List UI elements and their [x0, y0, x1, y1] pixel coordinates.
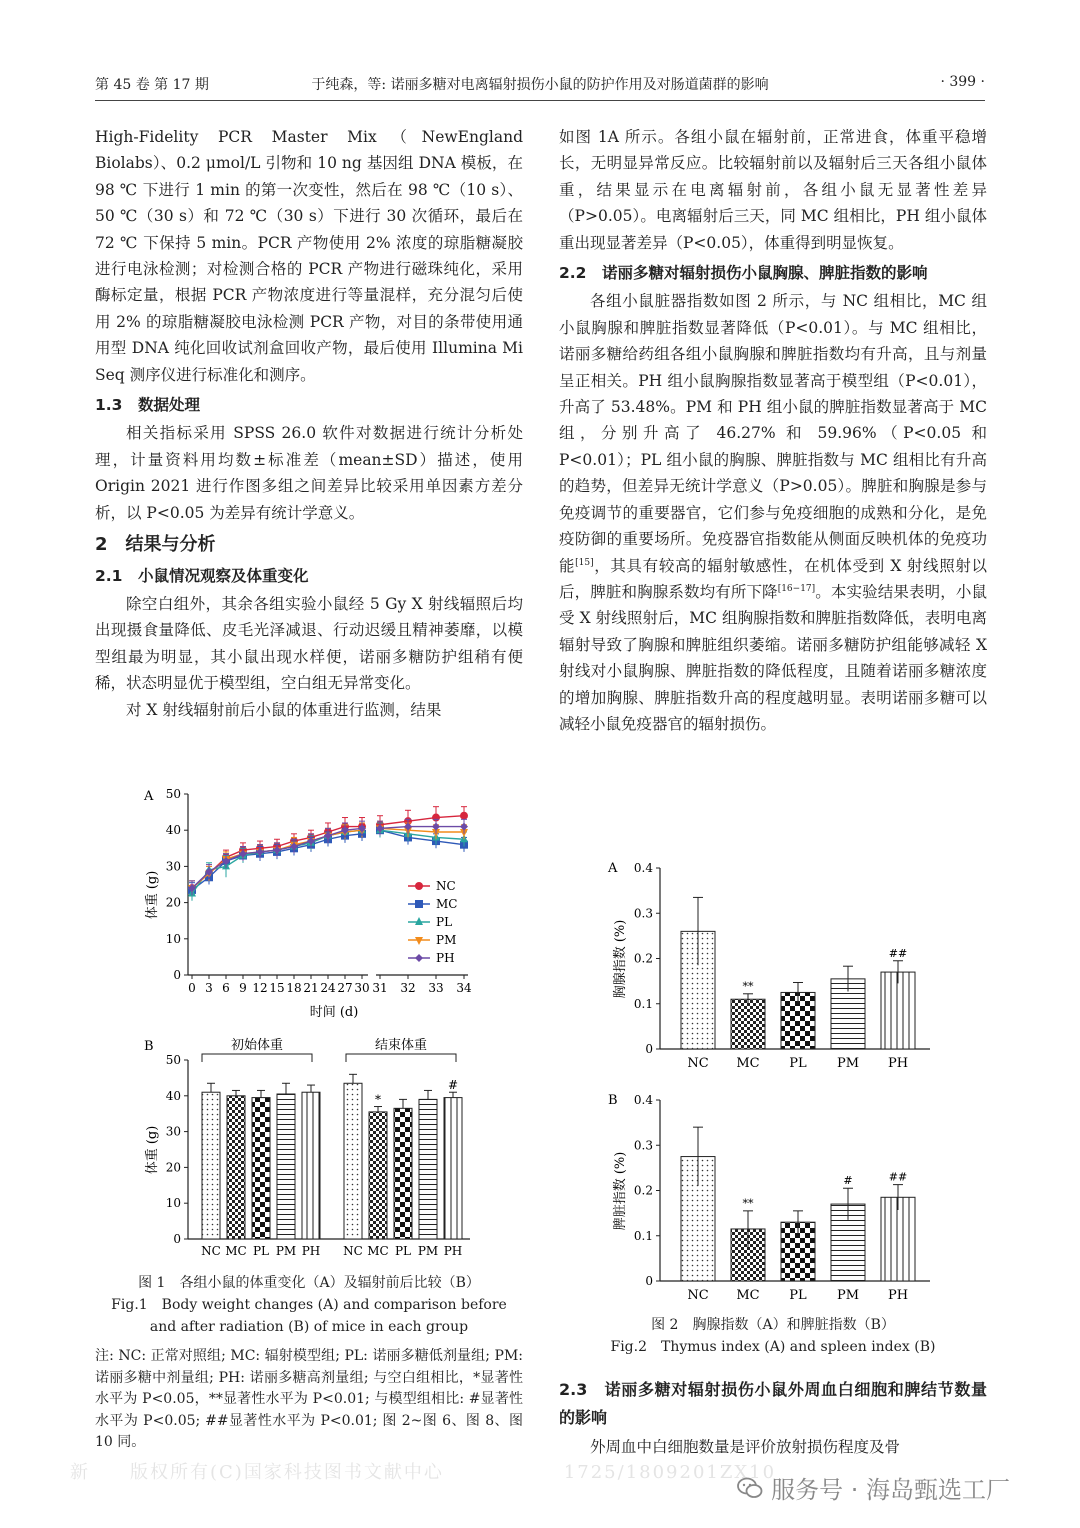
- fig2a-y-tick-label: 0.3: [633, 906, 653, 921]
- fig2a-chart: [600, 856, 940, 1081]
- fig1a-legend-marker: [415, 937, 423, 945]
- fig2a-x-tick-label: PM: [836, 1056, 860, 1071]
- fig1a-series-line-nc: [380, 816, 464, 825]
- paragraph-organ-index-part3: 。本实验结果表明，小鼠受 X 射线照射后，MC 组胸腺指数和脾脏指数降低，表明电离辐射导致了胸腺和脾脏组织萎缩。诺丽多糖防护组能够减轻 X 射线对小鼠胸腺、脾脏指数的降低程度，且随着诺丽多糖浓度的增加胸腺、脾脏指数升高的程度越明显。表明诺丽多糖可以减轻小鼠免疫器官的辐射损伤。: [559, 582, 987, 733]
- section-2-2-heading: 2.2 诺丽多糖对辐射损伤小鼠胸腺、脾脏指数的影响: [559, 264, 928, 283]
- fig1b-chart: [130, 1032, 510, 1270]
- fig2a-x-tick-label: PH: [887, 1056, 909, 1071]
- fig1a-panel-label: A: [144, 789, 154, 804]
- fig1b-bar-pl: [252, 1098, 270, 1239]
- fig2a-y-tick-label: 0.4: [633, 861, 653, 875]
- fig2-caption: [559, 1314, 987, 1358]
- fig2a-y-tick-label: 0.1: [633, 996, 653, 1011]
- fig1a-legend-label: PH: [436, 951, 455, 965]
- fig1a-x-tick-label: 18: [286, 981, 302, 995]
- fig1a-legend-label: MC: [436, 897, 458, 911]
- fig1a-x-tick-label: 0: [188, 981, 196, 995]
- fig1b-x-tick-label: PM: [275, 1244, 297, 1258]
- fig1b-x-tick-label: PL: [252, 1244, 270, 1258]
- fig1a-xlabel: 时间 (d): [309, 1005, 359, 1020]
- left-column: [95, 124, 523, 723]
- fig1a-x-tick-label: 24: [320, 981, 336, 995]
- fig1b-y-tick-label: 50: [165, 1053, 181, 1067]
- running-title: 于纯森，等: 诺丽多糖对电离辐射损伤小鼠的防护作用及对肠道菌群的影响: [311, 77, 769, 93]
- fig1b-bar-pl: [394, 1108, 412, 1239]
- fig1b-x-tick-label: PH: [301, 1244, 321, 1258]
- fig1a-y-tick-label: 10: [165, 931, 181, 946]
- fig2b-x-tick-label: PM: [836, 1288, 860, 1303]
- fig1a-x-tick-label: 32: [400, 981, 416, 995]
- footer-faded-text: 新 版权所有(C)国家科技图书文献中心 1725/1809201ZX10: [70, 1462, 777, 1483]
- fig1b-bar-ph: [302, 1092, 320, 1239]
- fig1b-bar-mc: [227, 1096, 245, 1239]
- fig1b-y-tick-label: 40: [165, 1088, 181, 1103]
- fig1b-group-initial: 初始体重: [230, 1038, 284, 1053]
- fig1b-x-tick-label: MC: [225, 1244, 247, 1258]
- fig2b-y-tick-label: 0.1: [633, 1228, 653, 1243]
- fig1b-x-tick-label: NC: [201, 1244, 221, 1258]
- paragraph-wbc: 外周血中白细胞数量是评价放射损伤程度及骨: [590, 1438, 901, 1456]
- fig1b-group-bracket: [346, 1054, 456, 1062]
- paragraph-data-processing: 相关指标采用 SPSS 26.0 软件对数据进行统计分析处理，计量资料用均数±标准差（mean±SD）描述，使用 Origin 2021 进行作图多组之间差异比较采用单因素方差分析，以 P<0.05 为差异有统计学意义。: [95, 424, 523, 522]
- citation-15: [15]: [575, 557, 594, 568]
- fig1b-y-tick-label: 10: [165, 1196, 181, 1211]
- fig1b-y-tick-label: 30: [165, 1124, 181, 1139]
- page-header: [95, 74, 985, 102]
- fig2b-ylabel: 脾脏指数 (%): [613, 1151, 628, 1231]
- fig2b-chart: [600, 1088, 940, 1313]
- fig1b-bar-ph: [444, 1098, 462, 1239]
- fig1b-bar-nc: [202, 1092, 220, 1239]
- fig1-panel-a: [130, 780, 510, 1030]
- fig2-caption-en: Fig.2 Thymus index (A) and spleen index (B): [610, 1339, 936, 1355]
- fig1a-point-nc: [460, 812, 468, 820]
- fig1b-y-tick-label: 0: [173, 1232, 181, 1246]
- fig2a-x-tick-label: PL: [789, 1056, 807, 1071]
- section-2-1-heading: 2.1 小鼠情况观察及体重变化: [95, 566, 309, 585]
- fig1a-legend-label: NC: [436, 879, 456, 893]
- citation-16-17: [16−17]: [777, 583, 816, 594]
- journal-volume: 第 45 卷 第 17 期: [95, 77, 209, 93]
- fig2a-y-tick-label: 0.2: [633, 951, 653, 966]
- fig1a-x-tick-label: 34: [456, 981, 472, 995]
- fig1b-ylabel: 体重 (g): [145, 1125, 160, 1175]
- fig2b-y-tick-label: 0.2: [633, 1183, 653, 1198]
- fig2a-sig-label: **: [742, 979, 754, 993]
- fig1a-x-tick-label: 31: [372, 981, 388, 995]
- fig2a-y-tick-label: 0: [645, 1042, 653, 1056]
- fig1b-group-final: 结束体重: [374, 1038, 428, 1053]
- fig2-caption-cn: 图 2 胸腺指数（A）和脾脏指数（B）: [651, 1317, 895, 1333]
- fig1a-x-tick-label: 12: [252, 981, 268, 995]
- fig1b-sig-label: #: [447, 1078, 459, 1093]
- fig2b-x-tick-label: PL: [789, 1288, 807, 1303]
- fig2b-sig-label: #: [843, 1174, 853, 1188]
- section-1-3-heading: 1.3 数据处理: [95, 396, 200, 415]
- fig1a-x-tick-label: 30: [354, 981, 370, 995]
- fig1-caption-cn: 图 1 各组小鼠的体重变化（A）及辐射前后比较（B）: [138, 1275, 480, 1291]
- fig1a-chart: [130, 780, 510, 1030]
- paragraph-pcr: High-Fidelity PCR Master Mix（NewEngland Biolabs）、0.2 μmol/L 引物和 10 ng 基因组 DNA 模板，在 98 ℃ 下进行 1 min 的第一次变性，然后在 98 ℃（10 s）、50 ℃（30 s）和 72 ℃（30 s）下进行 30 次循环，最后在 72 ℃ 下保持 5 min。PCR 产物使用 2% 浓度的琼脂糖凝胶进行电泳检测；对检测合格的 PCR 产物进行磁珠纯化，采用酶标定量，根据 PCR 产物浓度进行等量混样，充分混匀后使用 2% 的琼脂糖凝胶电泳检测 PCR 产物，对目的条带使用通用型 DNA 纯化回收试剂盒回收产物，最后使用 Illumina Mi Seq 测序仪进行标准化和测序。: [95, 128, 523, 384]
- fig2b-sig-label: **: [742, 1196, 754, 1210]
- fig1-caption: [95, 1272, 523, 1338]
- fig2b-x-tick-label: NC: [687, 1288, 709, 1303]
- fig1b-bar-pm: [419, 1099, 437, 1239]
- fig1b-x-tick-label: PM: [417, 1244, 439, 1258]
- fig1a-series-line-ph: [380, 827, 464, 829]
- fig2a-x-tick-label: MC: [736, 1056, 760, 1071]
- fig1b-bar-pm: [277, 1094, 295, 1239]
- paragraph-weight-intro: 对 X 射线辐射前后小鼠的体重进行监测，结果: [126, 700, 442, 719]
- fig2-panel-b: [600, 1088, 940, 1313]
- wechat-icon: [737, 1477, 763, 1499]
- fig2b-y-tick-label: 0.3: [633, 1138, 653, 1153]
- fig1a-x-tick-label: 9: [239, 981, 247, 995]
- fig2a-x-tick-label: NC: [687, 1056, 709, 1071]
- fig2a-panel-label: A: [608, 861, 618, 876]
- fig1-caption-en: Fig.1 Body weight changes (A) and comparison before and after radiation (B) of mice in each group: [111, 1297, 507, 1335]
- fig1a-x-tick-label: 33: [428, 981, 444, 995]
- fig2a-ylabel: 胸腺指数 (%): [613, 919, 628, 999]
- watermark: [737, 1470, 1010, 1505]
- fig1-panel-b: [130, 1032, 510, 1270]
- fig2b-y-tick-label: 0.4: [633, 1093, 653, 1107]
- paragraph-organ-index: [559, 288, 987, 737]
- section-2-heading: 2 结果与分析: [95, 534, 216, 556]
- fig2b-y-tick-label: 0: [645, 1274, 653, 1288]
- fig1a-y-tick-label: 30: [165, 859, 181, 874]
- fig1a-legend-label: PL: [436, 915, 453, 929]
- right-column-bottom: [559, 1372, 987, 1460]
- fig1a-y-tick-label: 50: [165, 787, 181, 801]
- fig1a-legend-marker: [415, 954, 423, 962]
- paragraph-organ-index-part1: 各组小鼠脏器指数如图 2 所示，与 NC 组相比，MC 组小鼠胸腺和脾脏指数显著降低（P<0.01）。与 MC 组相比，诺丽多糖给药组各组小鼠胸腺和脾脏指数均有升高，且与剂量呈正相关。PH 组小鼠胸腺指数显著高于模型组（P<0.01），升高了 53.48%。PM 和 PH 组小鼠的脾脏指数显著高于 MC 组，分别升高了 46.27% 和 59.96%（P<0.05 和 P<0.01）；PL 组小鼠的胸腺、脾脏指数与 MC 组相比有升高的趋势，但差异无统计学意义（P>0.05）。脾脏和胸腺是参与免疫调节的重要器官，它们参与免疫细胞的成熟和分化，是免疫防御的重要场所。免疫器官指数能从侧面反映机体的免疫功能: [559, 292, 987, 575]
- fig1a-legend-label: PM: [436, 933, 457, 947]
- fig1a-y-tick-label: 40: [165, 823, 181, 838]
- fig1b-x-tick-label: NC: [343, 1244, 363, 1258]
- page-number: · 399 ·: [940, 74, 985, 90]
- fig1b-panel-label: B: [144, 1039, 154, 1054]
- paragraph-weight-result: 如图 1A 所示。各组小鼠在辐射前，正常进食，体重平稳增长，无明显异常反应。比较辐射前以及辐射后三天各组小鼠体重，结果显示在电离辐射前，各组小鼠无显著性差异（P>0.05）。电离辐射后三天，同 MC 组相比，PH 组小鼠体重出现显著差异（P<0.05），体重得到明显恢复。: [559, 128, 987, 252]
- fig1a-legend-marker: [415, 882, 423, 890]
- fig2a-bar-ph: [881, 972, 915, 1049]
- fig1b-group-bracket: [202, 1054, 312, 1062]
- fig2-panel-a: [600, 856, 940, 1081]
- fig1b-x-tick-label: MC: [367, 1244, 389, 1258]
- fig1a-x-tick-label: 6: [222, 981, 230, 995]
- watermark-text: 服务号 · 海岛甄选工厂: [771, 1476, 1010, 1504]
- fig1b-y-tick-label: 20: [165, 1160, 181, 1175]
- right-column: [559, 124, 987, 737]
- fig2b-panel-label: B: [608, 1093, 618, 1108]
- fig1a-x-tick-label: 27: [337, 981, 353, 995]
- fig1a-x-tick-label: 21: [303, 981, 319, 995]
- fig2a-bar-mc: [731, 999, 765, 1049]
- fig1a-legend-marker: [415, 917, 423, 925]
- fig2b-x-tick-label: MC: [736, 1288, 760, 1303]
- fig1a-legend-marker: [415, 900, 423, 908]
- fig1a-x-tick-label: 3: [205, 981, 213, 995]
- fig1a-x-tick-label: 15: [269, 981, 285, 995]
- fig2b-x-tick-label: PH: [887, 1288, 909, 1303]
- section-2-3-heading: 2.3 诺丽多糖对辐射损伤小鼠外周血白细胞和脾结节数量的影响: [559, 1380, 987, 1427]
- fig2a-sig-label: ##: [888, 946, 908, 960]
- fig1b-x-tick-label: PH: [443, 1244, 463, 1258]
- fig1b-bar-nc: [344, 1083, 362, 1239]
- fig1b-x-tick-label: PL: [394, 1244, 412, 1258]
- header-rule: [95, 100, 985, 101]
- fig1a-ylabel: 体重 (g): [145, 870, 160, 920]
- paragraph-observation: 除空白组外，其余各组实验小鼠经 5 Gy X 射线辐照后均出现摄食量降低、皮毛光泽减退、行动迟缓且精神萎靡，以模型组最为明显，其小鼠出现水样便，诺丽多糖防护组稍有便稀，状态明显优于模型组，空白组无异常变化。: [95, 594, 523, 693]
- fig1b-bar-mc: [369, 1112, 387, 1239]
- fig2b-sig-label: ##: [888, 1170, 908, 1184]
- figure-note: 注: NC: 正常对照组; MC: 辐射模型组; PL: 诺丽多糖低剂量组; PM: 诺丽多糖中剂量组; PH: 诺丽多糖高剂量组; 与空白组相比，*显著性水平为 P<0.05，**显著性水平为 P<0.01; 与模型组相比: #显著性水平为 P<0.05; ##显著性水平为 P<0.01; 图 2~图 6、图 8、图 10 同。: [95, 1348, 523, 1450]
- fig1a-y-tick-label: 0: [173, 968, 181, 982]
- fig1b-sig-label: *: [375, 1092, 381, 1107]
- fig1a-y-tick-label: 20: [165, 895, 181, 910]
- paragraph-organ-index-part2: ，其具有较高的辐射敏感性，在机体受到 X 射线照射以后，脾脏和胸腺系数均有所下降: [559, 556, 987, 601]
